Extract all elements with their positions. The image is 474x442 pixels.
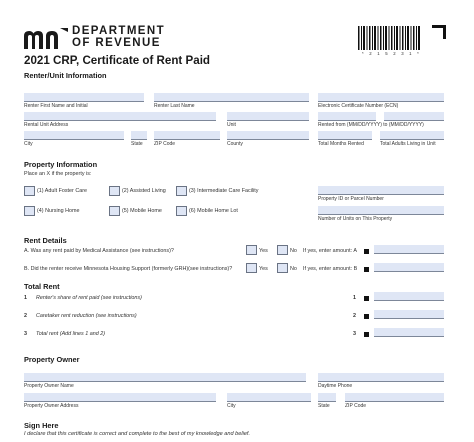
line-b-no-label: No xyxy=(290,266,297,272)
barcode-number: * 2 1 5 2 3 1 * xyxy=(362,51,422,56)
rented-from-label: Rented from (MM/DD/YYYY) to (MM/DD/YYYY) xyxy=(318,122,424,128)
mobile-home-label: (5) Mobile Home xyxy=(122,208,162,214)
owner-state-label: State xyxy=(318,403,330,409)
owner-zip-label: ZIP Code xyxy=(345,403,367,409)
line-b-no-checkbox[interactable] xyxy=(277,263,288,273)
sign-declaration: I declare that this certificate is correct and complete to the best of my knowledge and belief. xyxy=(24,431,251,437)
line-a-amount-label: If yes, enter amount: A xyxy=(303,248,357,254)
property-section-title: Property Information xyxy=(24,160,98,169)
line-1-number: 1 xyxy=(24,295,27,301)
owner-city-label: City xyxy=(227,403,236,409)
intermediate-care-checkbox[interactable] xyxy=(176,186,187,196)
renter-state-field[interactable] xyxy=(131,131,147,140)
mobile-home-lot-label: (6) Mobile Home Lot xyxy=(189,208,238,214)
line-b-amount-label: If yes, enter amount: B xyxy=(303,266,358,272)
line-b-text: B. Did the renter receive Minnesota Housing Support (formerly GRH)(see instructions)? xyxy=(24,266,233,272)
line-a-no-label: No xyxy=(290,248,297,254)
renter-first-name-label: Renter First Name and Initial xyxy=(24,103,88,109)
line-1-marker xyxy=(364,296,369,301)
owner-zip-field[interactable] xyxy=(345,393,444,402)
property-instruction: Place an X if the property is: xyxy=(24,171,92,177)
ecn-label: Electronic Certificate Number (ECN) xyxy=(318,103,399,109)
nursing-home-checkbox[interactable] xyxy=(24,206,35,216)
renter-city-field[interactable] xyxy=(24,131,124,140)
line-3-number: 3 xyxy=(24,331,27,337)
line-1-amount-field[interactable] xyxy=(374,292,444,301)
adults-field[interactable] xyxy=(380,131,444,140)
barcode xyxy=(358,26,420,50)
renter-first-name-field[interactable] xyxy=(24,93,144,102)
ecn-field[interactable] xyxy=(318,93,444,102)
line-2-amount-field[interactable] xyxy=(374,310,444,319)
form-title: 2021 CRP, Certificate of Rent Paid xyxy=(24,54,210,67)
line-1-ref: 1 xyxy=(353,295,356,301)
property-id-label: Property ID or Parcel Number xyxy=(318,196,384,202)
unit-field[interactable] xyxy=(227,112,309,121)
line-3-marker xyxy=(364,332,369,337)
mn-state-logo xyxy=(24,28,68,49)
renter-last-name-label: Renter Last Name xyxy=(154,103,195,109)
department-name: DEPARTMENT OF REVENUE xyxy=(72,25,166,49)
county-label: County xyxy=(227,141,243,147)
renter-city-label: City xyxy=(24,141,33,147)
line-b-amount-field[interactable] xyxy=(374,263,444,272)
renter-last-name-field[interactable] xyxy=(154,93,309,102)
line-2-marker xyxy=(364,314,369,319)
owner-address-label: Property Owner Address xyxy=(24,403,79,409)
line-b-marker xyxy=(364,267,369,272)
line-1-text: Renter's share of rent paid (see instructions) xyxy=(36,295,142,301)
line-2-ref: 2 xyxy=(353,313,356,319)
rental-address-label: Rental Unit Address xyxy=(24,122,69,128)
total-rent-section-title: Total Rent xyxy=(24,282,60,291)
nursing-home-label: (4) Nursing Home xyxy=(37,208,80,214)
county-field[interactable] xyxy=(227,131,309,140)
owner-section-title: Property Owner xyxy=(24,355,80,364)
rental-address-field[interactable] xyxy=(24,112,216,121)
owner-phone-field[interactable] xyxy=(318,373,444,382)
owner-state-field[interactable] xyxy=(318,393,336,402)
intermediate-care-label: (3) Intermediate Care Facility xyxy=(189,188,259,194)
owner-city-field[interactable] xyxy=(227,393,311,402)
assisted-living-checkbox[interactable] xyxy=(109,186,120,196)
owner-phone-label: Daytime Phone xyxy=(318,383,353,389)
assisted-living-label: (2) Assisted Living xyxy=(122,188,166,194)
units-on-property-field[interactable] xyxy=(318,206,444,215)
line-a-marker xyxy=(364,249,369,254)
line-3-ref: 3 xyxy=(353,331,356,337)
owner-address-field[interactable] xyxy=(24,393,216,402)
line-3-amount-field[interactable] xyxy=(374,328,444,337)
owner-name-field[interactable] xyxy=(24,373,306,382)
line-a-amount-field[interactable] xyxy=(374,245,444,254)
rented-from-field[interactable] xyxy=(318,112,376,121)
line-a-yes-label: Yes xyxy=(259,248,268,254)
line-b-yes-label: Yes xyxy=(259,266,268,272)
months-rented-label: Total Months Rented xyxy=(318,141,364,147)
units-on-property-label: Number of Units on This Property xyxy=(318,216,393,222)
renter-state-label: State xyxy=(131,141,143,147)
property-id-field[interactable] xyxy=(318,186,444,195)
mobile-home-lot-checkbox[interactable] xyxy=(176,206,187,216)
sign-section-title: Sign Here xyxy=(24,421,59,430)
adults-label: Total Adults Living in Unit xyxy=(380,141,436,147)
line-b-yes-checkbox[interactable] xyxy=(246,263,257,273)
owner-name-label: Property Owner Name xyxy=(24,383,74,389)
unit-label: Unit xyxy=(227,122,236,128)
line-2-text: Caretaker rent reduction (see instructions) xyxy=(36,313,137,319)
adult-foster-care-label: (1) Adult Foster Care xyxy=(37,188,88,194)
corner-registration-mark xyxy=(432,25,446,39)
renter-zip-label: ZIP Code xyxy=(154,141,176,147)
mobile-home-checkbox[interactable] xyxy=(109,206,120,216)
adult-foster-care-checkbox[interactable] xyxy=(24,186,35,196)
line-3-text: Total rent (Add lines 1 and 2) xyxy=(36,331,106,337)
rented-to-field[interactable] xyxy=(384,112,444,121)
line-2-number: 2 xyxy=(24,313,27,319)
months-rented-field[interactable] xyxy=(318,131,372,140)
renter-zip-field[interactable] xyxy=(154,131,220,140)
renter-section-title: Renter/Unit Information xyxy=(24,71,107,80)
line-a-yes-checkbox[interactable] xyxy=(246,245,257,255)
rent-details-section-title: Rent Details xyxy=(24,236,67,245)
line-a-text: A. Was any rent paid by Medical Assistance (see instructions)? xyxy=(24,248,174,254)
line-a-no-checkbox[interactable] xyxy=(277,245,288,255)
